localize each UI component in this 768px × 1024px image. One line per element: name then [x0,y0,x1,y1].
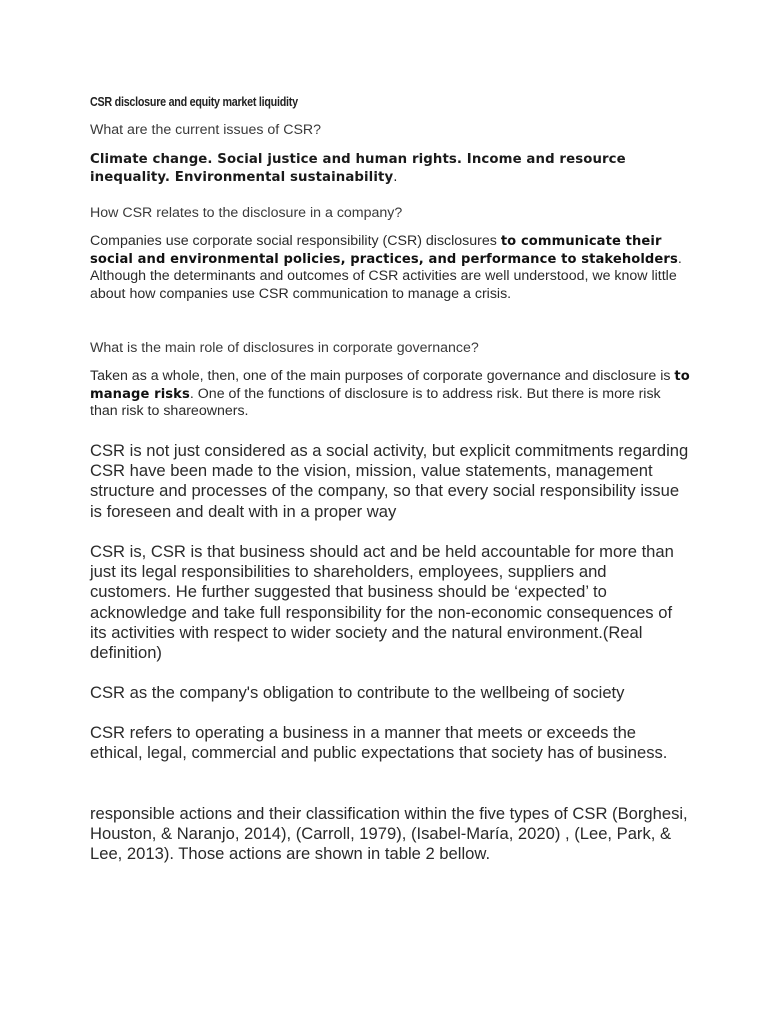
body-paragraph-definition: CSR is, CSR is that business should act and be held accountable for more than just its legal responsibilities to shareholders, employees, suppliers and customers. He further suggested that business should be ‘expected’ to acknowledge and take full responsibility for the non-economic consequences of its activities with respect to wider society and the natural environment.(Real definition) [90,542,674,663]
paragraph-csr-disclosure-text-1: Companies use corporate social responsibility (CSR) disclosures [90,233,501,249]
answer-current-issues-end: . [393,169,398,185]
question-csr-disclosure: How CSR relates to the disclosure in a company? [90,205,403,221]
body-paragraph-obligation: CSR as the company's obligation to contribute to the wellbeing of society [90,683,625,702]
document-title: CSR disclosure and equity market liquidity [90,95,298,109]
body-paragraph-commitments: CSR is not just considered as a social activity, but explicit commitments regarding CSR have been made to the vision, mission, value statements, management structure and processes of the company, so that every social responsibility issue is foreseen and dealt with in a proper way [90,441,689,521]
question-disclosure-role: What is the main role of disclosures in corporate governance? [90,340,479,356]
body-paragraph-expectations: CSR refers to operating a business in a manner that meets or exceeds the ethical, legal, commercial and public expectations that society has of business. [90,723,668,763]
paragraph-disclosure-role [90,368,690,421]
paragraph-csr-disclosure-text-2: . Although the determinants and outcomes of CSR activities are well understood, we know little about how companies use CSR communication to manage a crisis. [90,250,682,302]
paragraph-disclosure-role-text-2: . One of the functions of disclosure is to address risk. But there is more risk than risk to shareowners. [90,385,661,420]
paragraph-disclosure-role-text-1: Taken as a whole, then, one of the main purposes of corporate governance and disclosure is [90,368,675,384]
question-current-issues: What are the current issues of CSR? [90,122,322,138]
answer-current-issues-bold: Climate change. Social justice and human rights. Income and resource inequality. Environmental sustainability [90,152,626,185]
paragraph-csr-disclosure [90,233,690,303]
paragraph-disclosure-role-bold: to manage risks [90,369,690,402]
answer-current-issues [90,151,690,186]
body-paragraph-types: responsible actions and their classification within the five types of CSR (Borghesi, Houston, & Naranjo, 2014), (Carroll, 1979), (Isabel-María, 2020) , (Lee, Park, & Lee, 2013). Those actions are shown in table 2 bellow. [90,804,688,864]
paragraph-csr-disclosure-bold: to communicate their social and environmental policies, practices, and performance to stakeholders [90,234,678,267]
